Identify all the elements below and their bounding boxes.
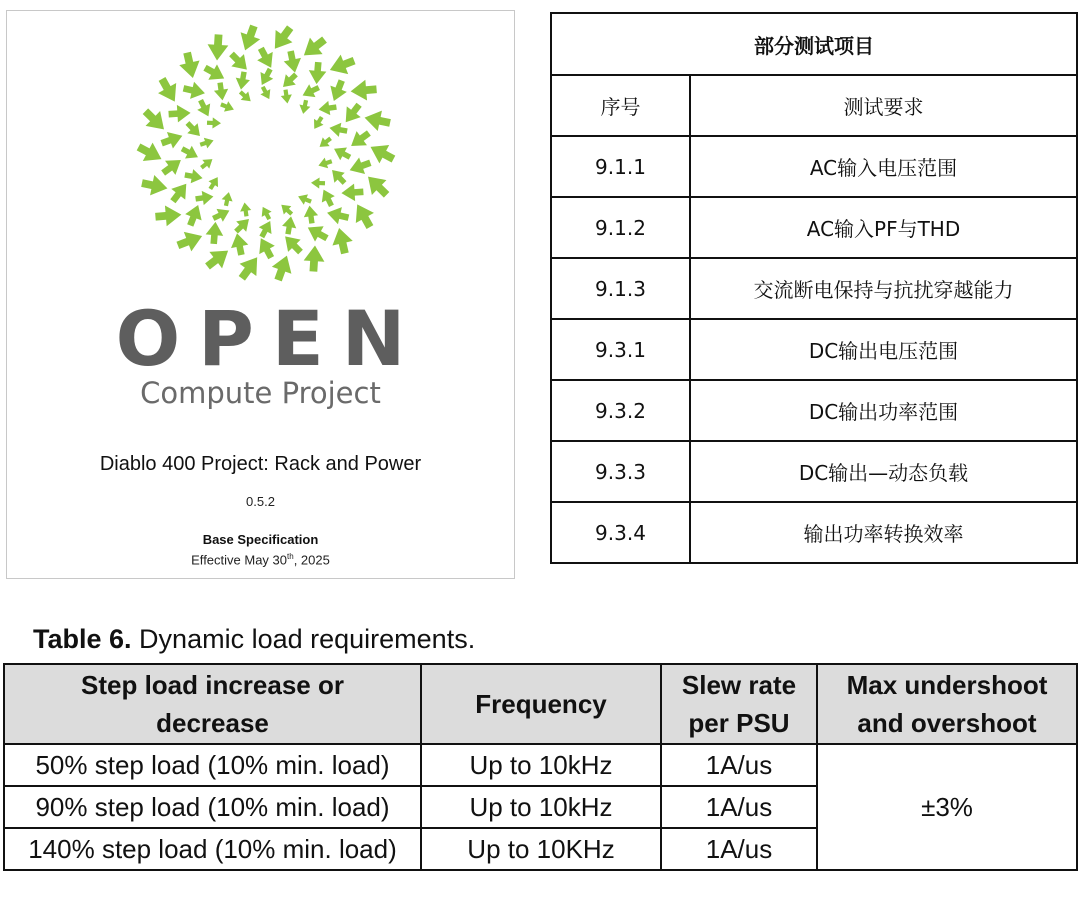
table-row	[551, 136, 1077, 197]
table-row	[551, 197, 1077, 258]
logo-arrow-icon	[255, 66, 276, 89]
row-item: AC输入电压范围	[690, 136, 1077, 197]
logo-arrow-icon	[278, 201, 296, 219]
row-step: 90% step load (10% min. load)	[4, 786, 421, 828]
logo-arrow-icon	[258, 84, 274, 102]
logo-arrow-icon	[166, 178, 193, 206]
brand-compute-project: Compute Project	[140, 376, 381, 410]
logo-arrow-icon	[179, 142, 202, 163]
header-step-line2: decrease	[156, 708, 269, 738]
logo-arrow-icon	[174, 226, 206, 255]
logo-arrow-icon	[205, 221, 224, 244]
header-slew-line2: per PSU	[688, 708, 790, 738]
table-row	[4, 744, 1077, 786]
row-id: 9.3.1	[551, 319, 690, 380]
logo-arrow-icon	[237, 88, 255, 106]
logo-arrow-icon	[316, 134, 334, 151]
row-step: 50% step load (10% min. load)	[4, 744, 421, 786]
logo-arrow-icon	[318, 100, 338, 117]
logo-arrow-icon	[231, 214, 254, 237]
table6-label: Table 6.	[33, 624, 132, 654]
spec-type: Base Specification	[202, 532, 319, 547]
effective-prefix: Effective May 30	[191, 552, 288, 568]
header-max-line2: and overshoot	[857, 708, 1037, 738]
table-row	[551, 502, 1077, 563]
document-version: 0.5.2	[246, 494, 275, 509]
logo-arrow-icon	[138, 104, 171, 137]
table-row	[551, 258, 1077, 319]
logo-arrow-icon	[282, 49, 304, 74]
logo-arrow-icon	[326, 51, 358, 80]
logo-arrow-icon	[311, 177, 325, 189]
logo-arrow-icon	[266, 22, 298, 55]
logo-arrow-icon	[278, 69, 301, 92]
logo-arrow-icon	[239, 202, 252, 217]
logo-arrow-icon	[201, 60, 229, 86]
logo-arrow-icon	[303, 245, 325, 272]
logo-arrow-icon	[155, 204, 183, 227]
row-item: DC输出电压范围	[690, 319, 1077, 380]
spec-cover	[6, 10, 515, 579]
logo-arrow-icon	[350, 79, 378, 102]
logo-arrow-icon	[182, 202, 206, 229]
logo-arrow-icon	[184, 168, 204, 185]
logo-arrow-icon	[195, 189, 215, 206]
logo-arrow-icon	[206, 174, 223, 192]
header-step-load	[4, 664, 421, 744]
logo-arrow-icon	[198, 155, 216, 172]
logo-arrow-icon	[207, 117, 221, 129]
logo-arrow-icon	[327, 165, 350, 188]
document-title: Diablo 400 Project: Rack and Power	[99, 453, 422, 475]
table6-caption	[33, 624, 475, 655]
ocp-logo-icon	[7, 11, 516, 301]
logo-arrow-icon	[331, 142, 354, 163]
logo-arrow-icon	[329, 226, 355, 256]
logo-arrow-icon	[233, 251, 265, 284]
logo-arrow-icon	[310, 114, 327, 132]
row-frequency: Up to 10kHz	[421, 744, 661, 786]
header-max-line1: Max undershoot	[846, 670, 1048, 700]
row-id: 9.1.1	[551, 136, 690, 197]
logo-arrow-icon	[207, 34, 229, 61]
logo-arrow-icon	[361, 169, 394, 202]
logo-arrow-icon	[298, 99, 312, 115]
row-frequency: Up to 10KHz	[421, 828, 661, 870]
logo-arrow-icon	[299, 81, 321, 102]
logo-arrow-icon	[140, 173, 170, 199]
row-id: 9.3.2	[551, 380, 690, 441]
header-serial: 序号	[551, 75, 690, 136]
logo-arrow-icon	[326, 77, 350, 104]
logo-arrow-icon	[220, 191, 234, 207]
row-item: DC输出—动态负载	[690, 441, 1077, 502]
table6-caption-text: Dynamic load requirements.	[131, 624, 476, 654]
table-row	[551, 319, 1077, 380]
logo-arrow-icon	[346, 126, 374, 153]
table-row	[551, 441, 1077, 502]
header-frequency: Frequency	[421, 664, 661, 744]
logo-arrow-icon	[308, 61, 327, 84]
logo-arrow-icon	[348, 199, 379, 232]
dynamic-load-table	[3, 663, 1078, 871]
logo-arrow-icon	[194, 97, 215, 119]
logo-arrow-icon	[199, 135, 216, 150]
logo-arrow-icon	[296, 191, 313, 207]
effective-year: , 2025	[293, 552, 330, 568]
row-id: 9.1.2	[551, 197, 690, 258]
row-frequency: Up to 10kHz	[421, 786, 661, 828]
row-id: 9.3.3	[551, 441, 690, 502]
logo-arrow-icon	[219, 99, 236, 115]
header-requirement: 测试要求	[690, 75, 1077, 136]
logo-arrow-icon	[182, 80, 207, 102]
logo-arrow-icon	[317, 186, 338, 208]
row-slew: 1A/us	[661, 828, 817, 870]
logo-arrow-icon	[328, 121, 348, 138]
row-item: 交流断电保持与抗扰穿越能力	[690, 258, 1077, 319]
logo-arrow-icon	[362, 107, 392, 133]
logo-arrow-icon	[255, 218, 276, 241]
row-item: 输出功率转换效率	[690, 502, 1077, 563]
max-undershoot-value: ±3%	[817, 744, 1077, 870]
effective-suffix-sup: th	[287, 552, 294, 561]
header-max-shoot	[817, 664, 1077, 744]
row-slew: 1A/us	[661, 744, 817, 786]
row-step: 140% step load (10% min. load)	[4, 828, 421, 870]
effective-date	[7, 552, 514, 567]
header-slew-line1: Slew rate	[681, 670, 797, 700]
logo-arrow-icon	[341, 183, 364, 202]
logo-arrow-icon	[279, 230, 307, 258]
logo-arrow-icon	[177, 50, 203, 80]
logo-arrow-icon	[347, 154, 374, 178]
brand-open: OPEN	[115, 294, 424, 383]
table-row	[551, 380, 1077, 441]
row-id: 9.3.4	[551, 502, 690, 563]
header-slew-rate	[661, 664, 817, 744]
logo-arrow-icon	[258, 204, 274, 222]
logo-arrow-icon	[317, 156, 334, 171]
logo-arrow-icon	[201, 242, 234, 274]
logo-arrow-icon	[158, 153, 186, 180]
row-id: 9.1.3	[551, 258, 690, 319]
logo-arrow-icon	[339, 99, 366, 127]
logo-arrow-icon	[168, 104, 191, 123]
logo-arrow-icon	[302, 205, 319, 225]
logo-arrow-icon	[153, 74, 184, 107]
row-item: DC输出功率范围	[690, 380, 1077, 441]
logo-arrow-icon	[225, 48, 253, 76]
logo-arrow-icon	[159, 127, 186, 151]
logo-arrow-icon	[325, 204, 350, 226]
logo-arrow-icon	[304, 220, 332, 246]
logo-arrow-icon	[298, 31, 331, 63]
logo-arrow-icon	[280, 89, 293, 104]
row-slew: 1A/us	[661, 786, 817, 828]
test-table-title: 部分测试项目	[551, 13, 1077, 75]
logo-arrow-icon	[228, 232, 250, 257]
row-item: AC输入PF与THD	[690, 197, 1077, 258]
logo-arrow-icon	[281, 215, 298, 235]
logo-arrow-icon	[234, 71, 251, 91]
test-items-table	[550, 12, 1078, 564]
logo-arrow-icon	[210, 204, 232, 225]
logo-arrow-icon	[213, 82, 230, 102]
header-step-line1: Step load increase or	[81, 670, 344, 700]
logo-arrow-icon	[182, 118, 205, 141]
